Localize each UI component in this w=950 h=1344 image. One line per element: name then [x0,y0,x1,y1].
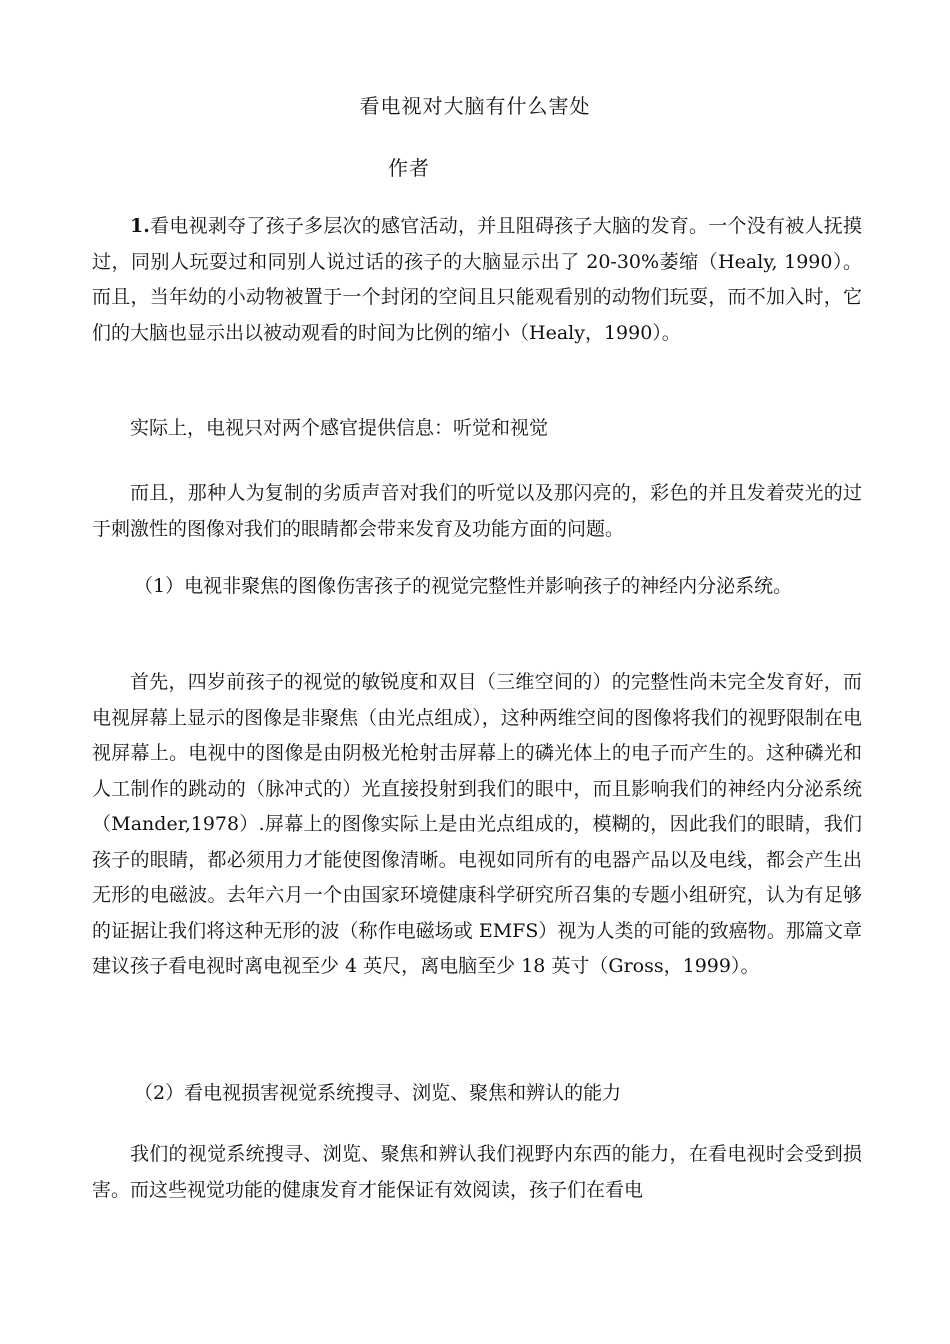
paragraph-7: 我们的视觉系统搜寻、浏览、聚焦和辨认我们视野内东西的能力，在看电视时会受到损害。而这些视觉功能的健康发育才能保证有效阅读，孩子们在看电 [92,1143,862,1201]
paragraph-2: 实际上，电视只对两个感官提供信息：听觉和视觉 [130,417,549,439]
section-heading-2: （2）看电视损害视觉系统搜寻、浏览、聚焦和辨认的能力 [134,1082,622,1104]
paragraph-text: 看电视剥夺了孩子多层次的感官活动，并且阻碍孩子大脑的发育。一个没有被人抚摸过，同别人玩耍过和同别人说过话的孩子的大脑显示出了 20-30%萎缩（Healy, 1990）。而且，当年幼的小动物被置于一个封闭的空间且只能观看别的动物们玩耍，而不加入时，它们的大脑也显示出以被动观看的时间为比例的缩小（Healy，1990）。 [92,215,862,344]
paragraph-1 [92,209,862,351]
paragraph-5: 首先，四岁前孩子的视觉的敏锐度和双目（三维空间的）的完整性尚未完全发育好，而电视屏幕上显示的图像是非聚焦（由光点组成），这种两维空间的图像将我们的视野限制在电视屏幕上。电视中的图像是由阴极光枪射击屏幕上的磷光体上的电子而产生的。这种磷光和人工制作的跳动的（脉冲式的）光直接投射到我们的眼中，而且影响我们的神经内分泌系统（Mander,1978）.屏幕上的图像实际上是由光点组成的，模糊的，因此我们的眼睛，我们孩子的眼睛，都必须用力才能使图像清晰。电视如同所有的电器产品以及电线，都会产生出无形的电磁波。去年六月一个由国家环境健康科学研究所召集的专题小组研究，认为有足够的证据让我们将这种无形的波（称作电磁场或 EMFS）视为人类的可能的致癌物。那篇文章建议孩子看电视时离电视至少 4 英尺，离电脑至少 18 英寸（Gross，1999）。 [92,671,862,977]
document-title: 看电视对大脑有什么害处 [359,94,591,118]
document-author: 作者 [388,156,430,180]
section-heading-1: （1）电视非聚焦的图像伤害孩子的视觉完整性并影响孩子的神经内分泌系统。 [134,575,793,597]
paragraph-number: 1. [130,215,150,237]
paragraph-3: 而且，那种人为复制的劣质声音对我们的听觉以及那闪亮的，彩色的并且发着荧光的过于刺激性的图像对我们的眼睛都会带来发育及功能方面的问题。 [92,482,862,540]
